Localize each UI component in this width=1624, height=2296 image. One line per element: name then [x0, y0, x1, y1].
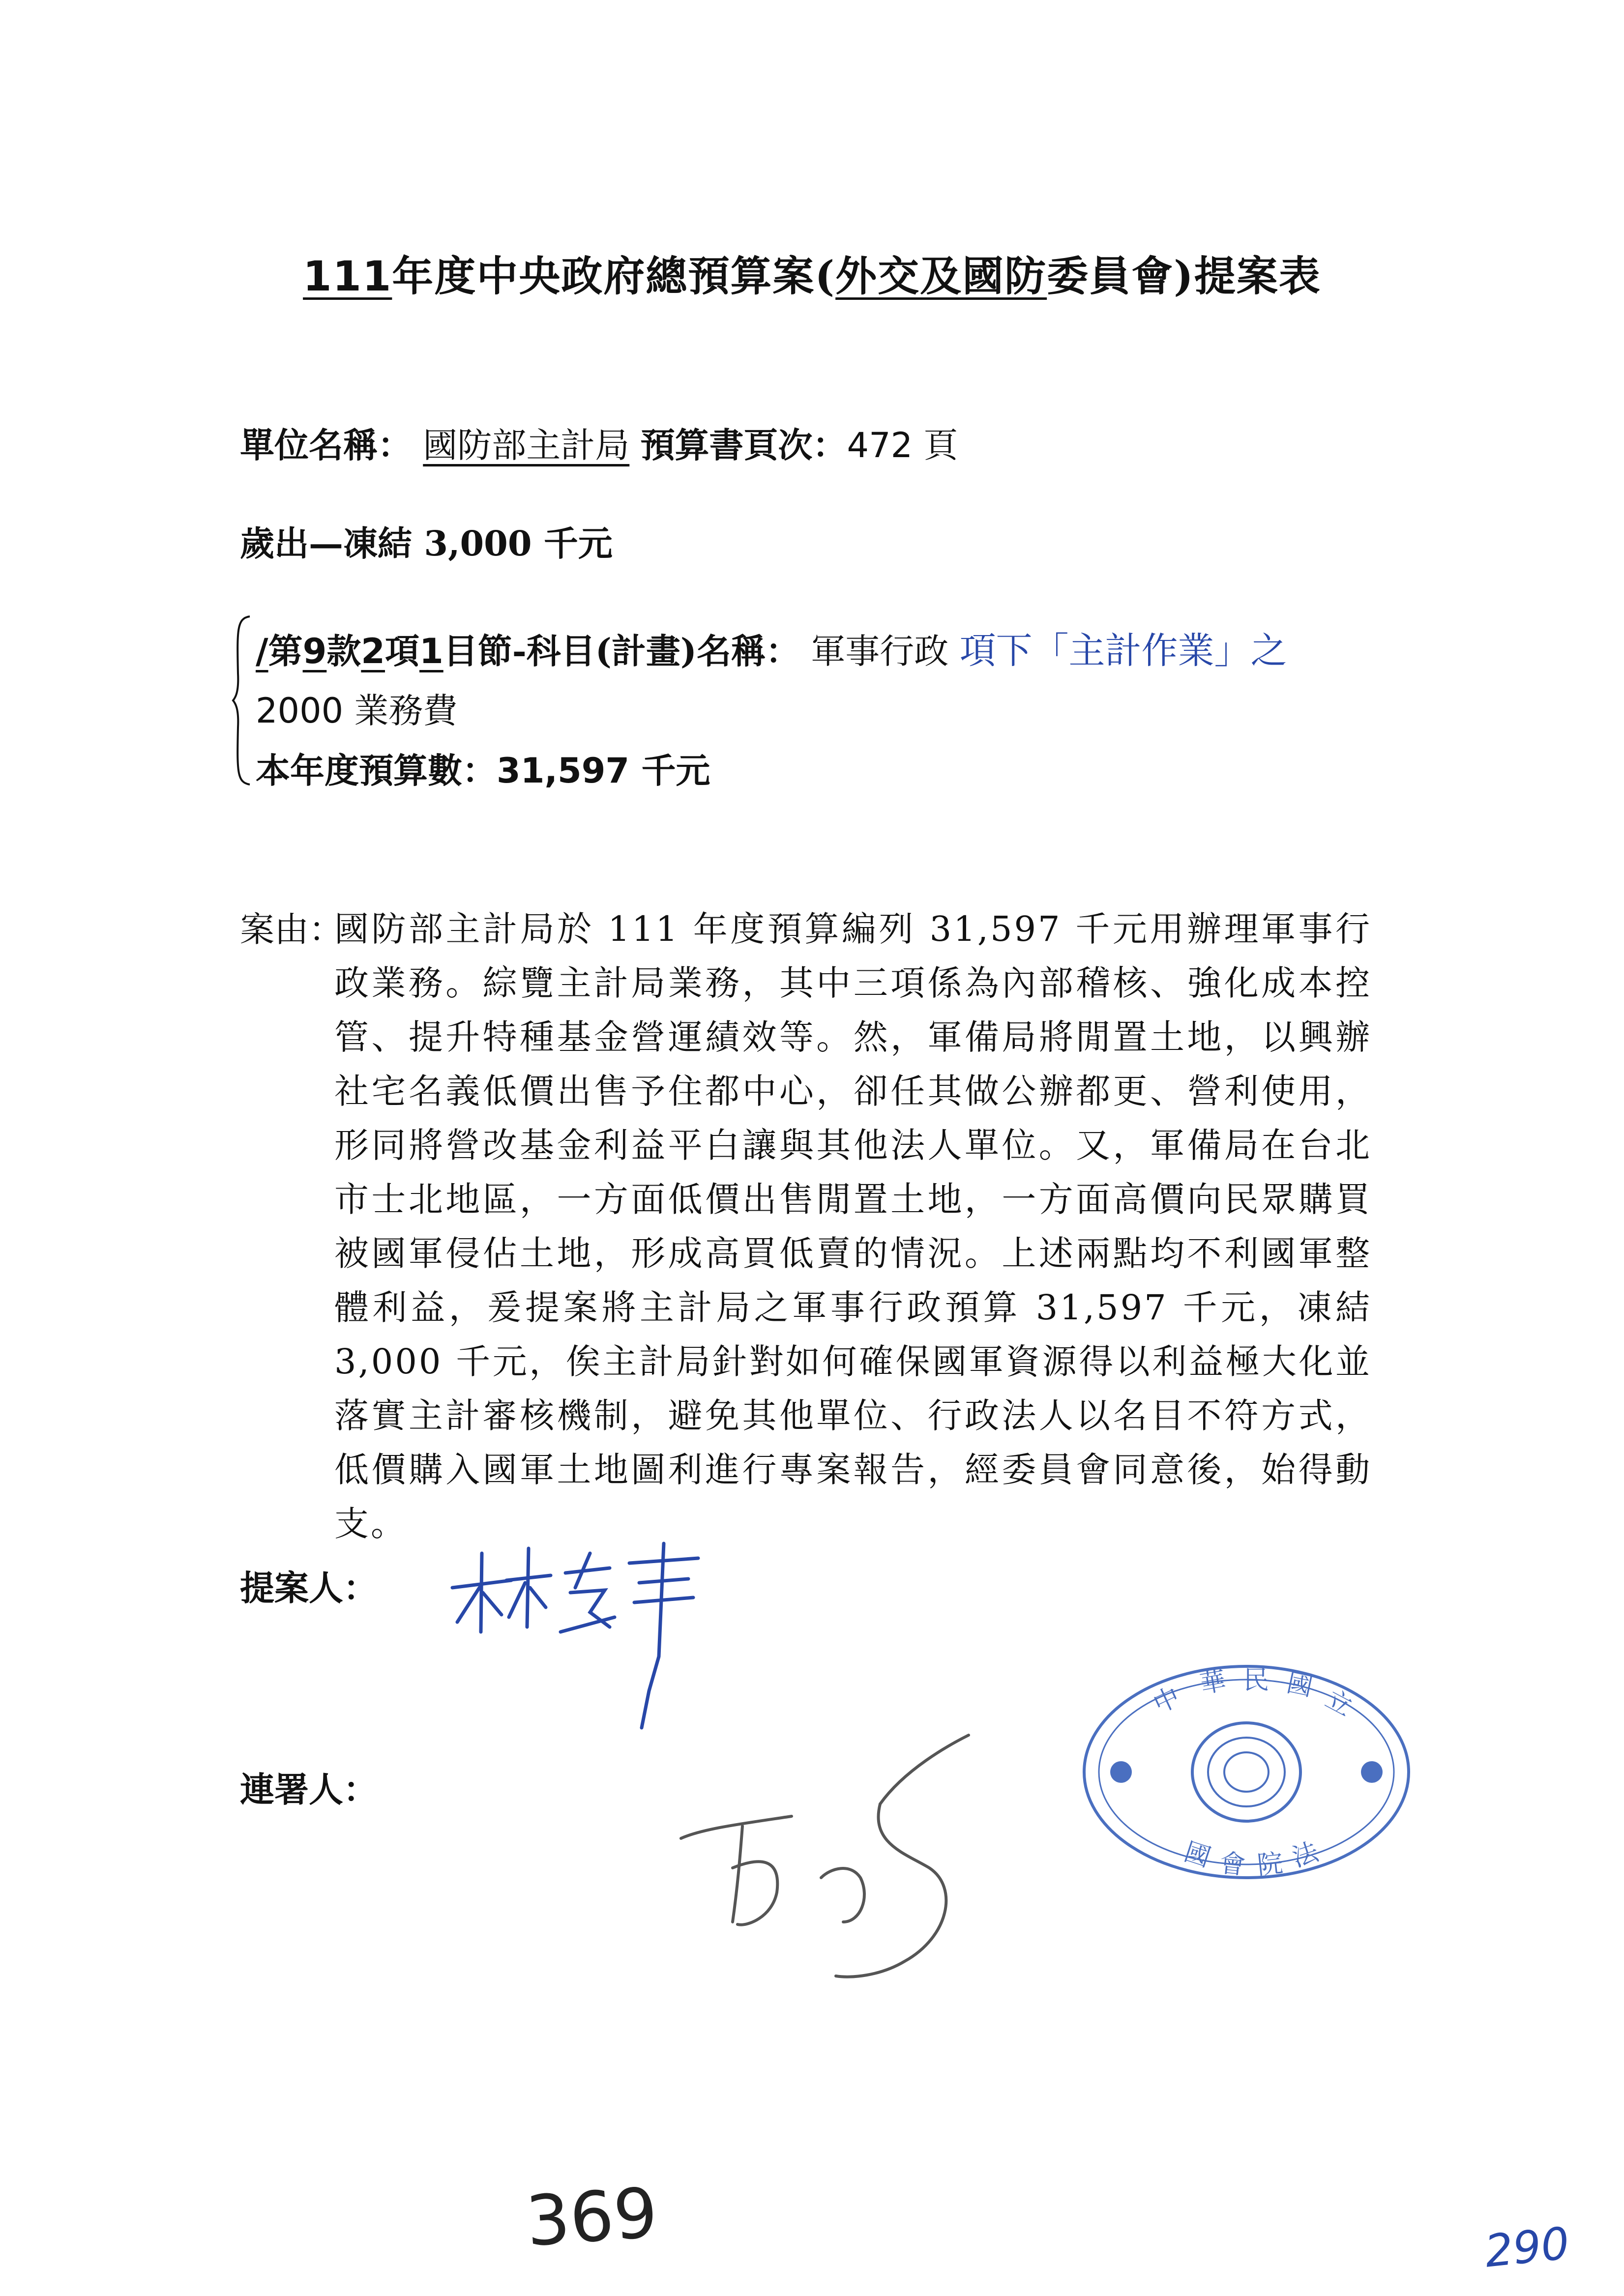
- item-line-1: [256, 622, 1287, 674]
- svg-text:立: 立: [1320, 1684, 1358, 1722]
- item-budget-line: [256, 743, 710, 793]
- item-xiang-number: 2: [361, 631, 385, 671]
- svg-text:中: 中: [1149, 1682, 1185, 1719]
- cosigner-label: 連署人：: [240, 1769, 378, 1810]
- item-bracket: [231, 614, 251, 786]
- item-line-2: 2000 業務費: [256, 691, 458, 731]
- item-budget-label: 本年度預算數：: [256, 750, 497, 791]
- page-number-center: 369: [523, 2173, 660, 2263]
- cosigner-signature-icon: [674, 1730, 998, 1986]
- item-subject-label: 目節-科目(計畫)名稱：: [443, 631, 800, 671]
- legislative-seal-icon: [1074, 1657, 1418, 1888]
- unit-value: 國防部主計局: [423, 425, 630, 465]
- title-part2: 委員會)提案表: [1047, 252, 1321, 300]
- title-committee: 外交及國防: [835, 252, 1047, 300]
- proposer-label: 提案人：: [240, 1568, 378, 1608]
- item-budget-value: 31,597 千元: [497, 751, 710, 791]
- page-label: 預算書頁次：: [640, 425, 847, 465]
- item-kuan-prefix: 第: [268, 631, 303, 671]
- svg-text:國: 國: [1284, 1668, 1316, 1703]
- title-year: 111: [303, 252, 392, 300]
- svg-text:法: 法: [1288, 1837, 1322, 1873]
- reason-text: 國防部主計局於 111 年度預算編列 31,597 千元用辦理軍事行政業務。綜覽主計局業務，其中三項係為內部稽核、強化成本控管、提升特種基金營運績效等。然，軍備局將閒置土地，以興辦社宅名義低價出售予住都中心，卻任其做公辦都更、營利使用，形同將營改基金利益平白讓與其他法人單位。又，軍備局在台北市士北地區，一方面低價出售閒置土地，一方面高價向民眾購買被國軍侵佔土地，形成高買低賣的情況。上述兩點均不利國軍整體利益，爰提案將主計局之軍事行政預算 31,597 千元，凍結 3,000 千元，俟主計局針對如何確保國軍資源得以利益極大化並落實主計審核機制，避免其他單位、行政法人以名目不符方式，低價購入國軍土地圖利進行專案報告，經委員會同意後，始得動支。: [334, 909, 1372, 1544]
- title-part1: 年度中央政府總預算案(: [392, 252, 836, 300]
- expenditure-text: 歲出—凍結 3,000 千元: [240, 523, 613, 564]
- page-title: [0, 243, 1624, 303]
- proposer-signature-icon: [443, 1534, 718, 1740]
- item-mu-number: 1: [419, 631, 443, 671]
- item-kuan-label: 款: [326, 631, 361, 671]
- page-number-right: 290: [1482, 2217, 1572, 2278]
- svg-text:會: 會: [1218, 1848, 1247, 1881]
- unit-label: 單位名稱：: [240, 425, 412, 465]
- expenditure-line: [240, 516, 613, 566]
- unit-line: [240, 418, 958, 467]
- item-xiang-label: 項: [385, 631, 420, 671]
- reason-label: 案由：: [240, 909, 343, 950]
- item-name: 軍事行政: [811, 631, 949, 671]
- svg-text:民: 民: [1243, 1666, 1270, 1695]
- svg-text:院: 院: [1256, 1848, 1285, 1881]
- page-value: 472 頁: [847, 425, 958, 465]
- item-kuan-number: 9: [302, 631, 327, 671]
- item-handwritten-note: 項下「主計作業」之: [959, 630, 1287, 672]
- svg-text:華: 華: [1198, 1666, 1228, 1700]
- svg-text:國: 國: [1181, 1837, 1214, 1873]
- item-prefix-mark: /: [256, 631, 268, 671]
